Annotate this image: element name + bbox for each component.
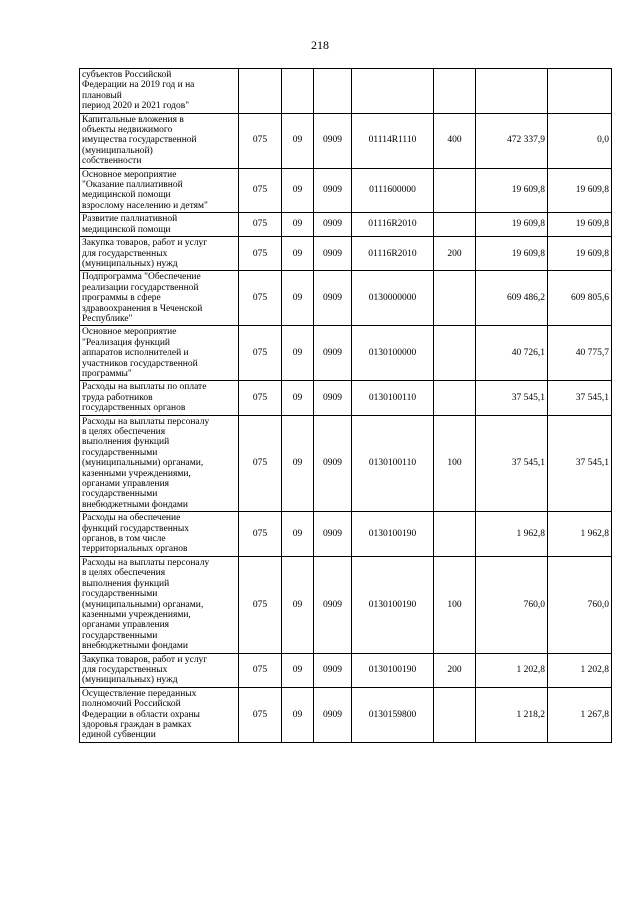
amount-year-1: 37 545,1 xyxy=(476,415,548,512)
section-code: 09 xyxy=(282,556,314,653)
ved-code: 075 xyxy=(239,237,282,271)
amount-year-2: 760,0 xyxy=(548,556,612,653)
subsection-code: 0909 xyxy=(314,687,352,742)
amount-year-2: 37 545,1 xyxy=(548,381,612,415)
amount-year-1: 19 609,8 xyxy=(476,213,548,237)
amount-year-2: 609 805,6 xyxy=(548,271,612,326)
ved-code: 075 xyxy=(239,213,282,237)
subsection-code: 0909 xyxy=(314,326,352,381)
subsection-code: 0909 xyxy=(314,168,352,213)
expense-type-code xyxy=(434,168,476,213)
subsection-code: 0909 xyxy=(314,653,352,687)
amount-year-2: 19 609,8 xyxy=(548,168,612,213)
ved-code xyxy=(239,69,282,114)
subsection-code: 0909 xyxy=(314,271,352,326)
subsection-code: 0909 xyxy=(314,556,352,653)
expense-type-code: 200 xyxy=(434,237,476,271)
row-name: Расходы на выплаты персоналу в целях обеспечения выполнения функций государственными (муниципальными) органами, казенными учреждениями, органами управления государственными внебюджетными фондами xyxy=(80,556,239,653)
table-row xyxy=(80,69,612,114)
target-article-code: 0130100110 xyxy=(352,415,434,512)
amount-year-1: 609 486,2 xyxy=(476,271,548,326)
table-row xyxy=(80,556,612,653)
amount-year-1: 37 545,1 xyxy=(476,381,548,415)
row-name: Расходы на обеспечение функций государственных органов, в том числе территориальных органов xyxy=(80,512,239,557)
expense-type-code xyxy=(434,381,476,415)
amount-year-2: 0,0 xyxy=(548,113,612,168)
amount-year-1: 19 609,8 xyxy=(476,168,548,213)
page-number: 218 xyxy=(311,38,329,52)
table-row xyxy=(80,213,612,237)
subsection-code: 0909 xyxy=(314,415,352,512)
row-name: Расходы на выплаты по оплате труда работников государственных органов xyxy=(80,381,239,415)
table-row xyxy=(80,687,612,742)
amount-year-2: 19 609,8 xyxy=(548,213,612,237)
ved-code: 075 xyxy=(239,381,282,415)
subsection-code: 0909 xyxy=(314,213,352,237)
expense-type-code: 200 xyxy=(434,653,476,687)
ved-code: 075 xyxy=(239,556,282,653)
ved-code: 075 xyxy=(239,512,282,557)
amount-year-1: 1 962,8 xyxy=(476,512,548,557)
target-article-code: 0130159800 xyxy=(352,687,434,742)
subsection-code: 0909 xyxy=(314,512,352,557)
target-article-code: 0130100110 xyxy=(352,381,434,415)
row-name: Закупка товаров, работ и услуг для государственных (муниципальных) нужд xyxy=(80,237,239,271)
table-row xyxy=(80,168,612,213)
row-name: Капитальные вложения в объекты недвижимого имущества государственной (муниципальной) собственности xyxy=(80,113,239,168)
section-code: 09 xyxy=(282,512,314,557)
row-name: Осуществление переданных полномочий Российской Федерации в области охраны здоровья граждан в рамках единой субвенции xyxy=(80,687,239,742)
target-article-code: 01114R1110 xyxy=(352,113,434,168)
expense-type-code xyxy=(434,512,476,557)
table-row xyxy=(80,512,612,557)
section-code: 09 xyxy=(282,381,314,415)
expense-type-code xyxy=(434,271,476,326)
section-code: 09 xyxy=(282,326,314,381)
amount-year-2: 1 962,8 xyxy=(548,512,612,557)
target-article-code xyxy=(352,69,434,114)
budget-table xyxy=(79,68,612,743)
table-row xyxy=(80,271,612,326)
table-row xyxy=(80,113,612,168)
ved-code: 075 xyxy=(239,271,282,326)
section-code xyxy=(282,69,314,114)
section-code: 09 xyxy=(282,168,314,213)
table-row xyxy=(80,415,612,512)
target-article-code: 0130000000 xyxy=(352,271,434,326)
row-name: Развитие паллиативной медицинской помощи xyxy=(80,213,239,237)
target-article-code: 0130100190 xyxy=(352,653,434,687)
ved-code: 075 xyxy=(239,326,282,381)
subsection-code: 0909 xyxy=(314,381,352,415)
row-name: Основное мероприятие "Реализация функций аппаратов исполнителей и участников государственной программы" xyxy=(80,326,239,381)
expense-type-code xyxy=(434,687,476,742)
subsection-code: 0909 xyxy=(314,113,352,168)
amount-year-1 xyxy=(476,69,548,114)
section-code: 09 xyxy=(282,113,314,168)
ved-code: 075 xyxy=(239,653,282,687)
expense-type-code xyxy=(434,213,476,237)
table-row xyxy=(80,237,612,271)
amount-year-2 xyxy=(548,69,612,114)
amount-year-2: 1 267,8 xyxy=(548,687,612,742)
subsection-code: 0909 xyxy=(314,237,352,271)
target-article-code: 0111600000 xyxy=(352,168,434,213)
amount-year-1: 1 202,8 xyxy=(476,653,548,687)
target-article-code: 01116R2010 xyxy=(352,213,434,237)
target-article-code: 0130100000 xyxy=(352,326,434,381)
table-row xyxy=(80,326,612,381)
row-name: Расходы на выплаты персоналу в целях обеспечения выполнения функций государственными (муниципальными) органами, казенными учреждениями, органами управления государственными внебюджетными фондами xyxy=(80,415,239,512)
table-row xyxy=(80,653,612,687)
section-code: 09 xyxy=(282,687,314,742)
section-code: 09 xyxy=(282,415,314,512)
ved-code: 075 xyxy=(239,415,282,512)
section-code: 09 xyxy=(282,653,314,687)
row-name: Подпрограмма "Обеспечение реализации государственной программы в сфере здравоохранения в Чеченской Республике" xyxy=(80,271,239,326)
subsection-code xyxy=(314,69,352,114)
expense-type-code: 100 xyxy=(434,556,476,653)
ved-code: 075 xyxy=(239,113,282,168)
target-article-code: 0130100190 xyxy=(352,512,434,557)
expense-type-code: 400 xyxy=(434,113,476,168)
amount-year-2: 37 545,1 xyxy=(548,415,612,512)
amount-year-1: 760,0 xyxy=(476,556,548,653)
ved-code: 075 xyxy=(239,687,282,742)
expense-type-code xyxy=(434,326,476,381)
expense-type-code xyxy=(434,69,476,114)
amount-year-1: 19 609,8 xyxy=(476,237,548,271)
expense-type-code: 100 xyxy=(434,415,476,512)
amount-year-2: 40 775,7 xyxy=(548,326,612,381)
amount-year-1: 1 218,2 xyxy=(476,687,548,742)
row-name: субъектов Российской Федерации на 2019 год и на плановый период 2020 и 2021 годов" xyxy=(80,69,239,114)
amount-year-1: 40 726,1 xyxy=(476,326,548,381)
section-code: 09 xyxy=(282,213,314,237)
amount-year-2: 19 609,8 xyxy=(548,237,612,271)
row-name: Основное мероприятие "Оказание паллиативной медицинской помощи взрослому населению и детям" xyxy=(80,168,239,213)
amount-year-1: 472 337,9 xyxy=(476,113,548,168)
table-row xyxy=(80,381,612,415)
row-name: Закупка товаров, работ и услуг для государственных (муниципальных) нужд xyxy=(80,653,239,687)
target-article-code: 0130100190 xyxy=(352,556,434,653)
ved-code: 075 xyxy=(239,168,282,213)
target-article-code: 01116R2010 xyxy=(352,237,434,271)
amount-year-2: 1 202,8 xyxy=(548,653,612,687)
section-code: 09 xyxy=(282,271,314,326)
section-code: 09 xyxy=(282,237,314,271)
